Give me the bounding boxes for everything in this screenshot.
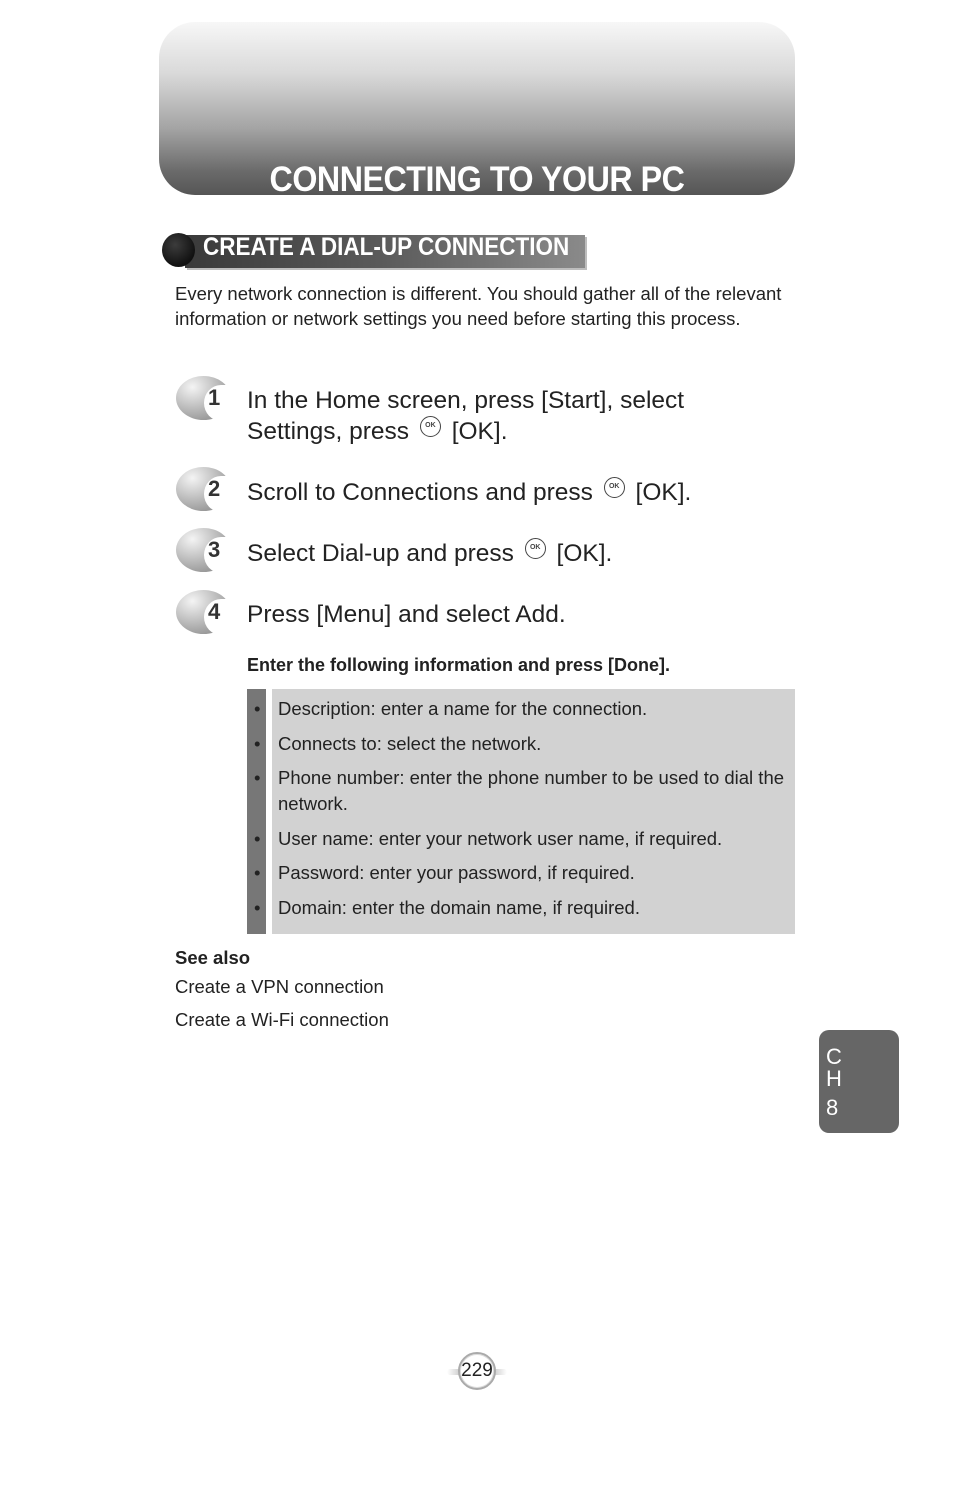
ok-button-icon [604,477,625,498]
step-number: 2 [208,476,221,501]
step-text [247,386,684,447]
chapter-title: CONNECTING TO YOUR PC [269,160,685,199]
step-text-line: Scroll to Connections and press [247,479,593,506]
ok-button-icon [420,416,441,437]
step-text [247,538,612,569]
intro-paragraph: Every network connection is different. You should gather all of the relevant information or network settings you need before starting this process. [175,283,782,329]
step-text-line: Select Dial-up and press [247,540,514,567]
step-text-line: [OK]. [556,540,613,567]
chapter-tab-number: 8 [826,1095,839,1120]
fields-list [247,696,795,929]
fields-box [247,689,795,934]
see-also [175,946,389,1036]
step-text-line: In the Home screen, press [Start], select [247,387,685,414]
step-number-badge [176,376,232,420]
step-number: 4 [208,599,221,624]
chapter-tab [819,1030,899,1133]
step-number-badge [176,590,232,634]
step-text [247,477,691,508]
page-number-badge [447,1352,507,1390]
section-bullet-icon [162,233,195,267]
chapter-tab-h: H [826,1066,842,1091]
step-number-badge [176,528,232,572]
step-text-line: [OK]. [635,479,692,506]
step-number: 3 [208,537,221,562]
instruction-text: Enter the following information and press [Done]. [247,655,671,675]
list-item: • Connects to: select the network. [254,732,542,754]
ok-button-icon [525,538,546,559]
page-number: 229 [461,1360,493,1381]
section-title: CREATE A DIAL-UP CONNECTION [203,233,570,261]
see-also-link-vpn[interactable]: Create a VPN connection [175,976,384,997]
list-item: • Password: enter your password, if required. [254,862,635,883]
list-item: • User name: enter your network user name, if required. [254,827,723,849]
chapter-header [159,22,795,199]
see-also-link-wifi[interactable]: Create a Wi-Fi connection [175,1009,389,1030]
step-text-line: Settings, press [247,418,410,445]
step-number: 1 [208,385,221,410]
see-also-heading: See also [175,947,251,968]
chapter-tab-c: C [826,1044,842,1069]
list-item: • Description: enter a name for the connection. [254,698,648,719]
list-item: • Domain: enter the domain name, if required. [254,896,640,918]
step-number-badge [176,467,232,511]
list-item: • Phone number: enter the phone number to be used to dial the network. [254,767,785,814]
step-text-line: [OK]. [451,418,508,445]
step-text: Press [Menu] and select Add. [247,601,566,628]
